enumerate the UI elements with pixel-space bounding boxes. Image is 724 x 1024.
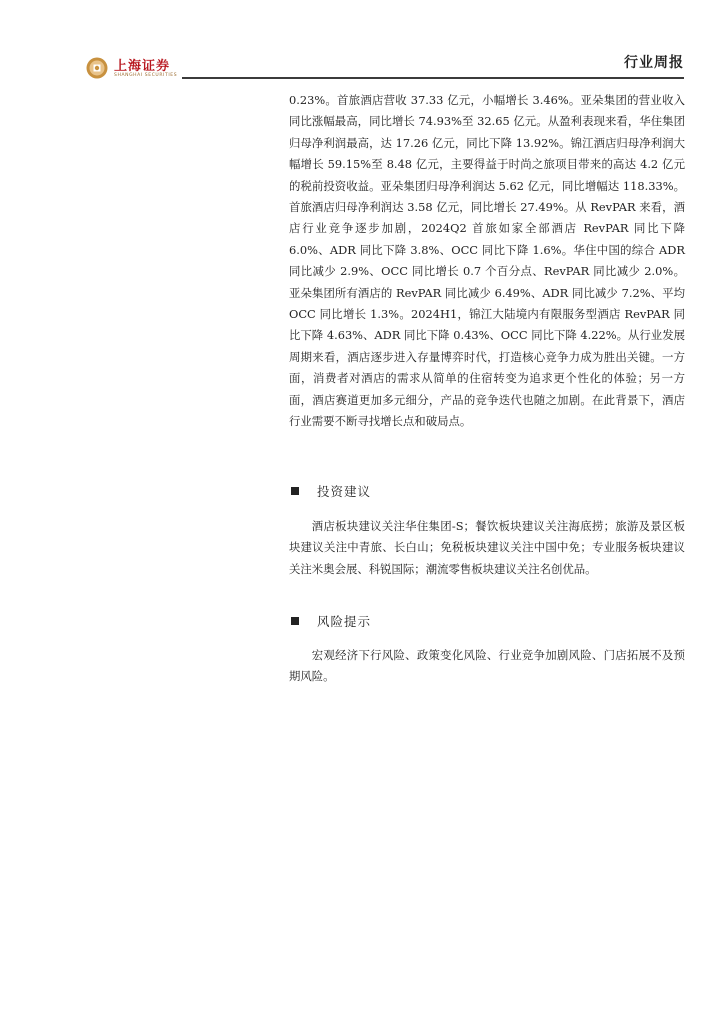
risk-section-header — [289, 612, 685, 632]
company-logo — [86, 54, 196, 82]
risk-section — [289, 612, 685, 688]
investment-section-text: 酒店板块建议关注华住集团-S；餐饮板块建议关注海底捞；旅游及景区板块建议关注中青旅、长白山；免税板块建议关注中国中免；专业服务板块建议关注米奥会展、科锐国际；潮流零售板块建议关注名创优品。 — [289, 519, 685, 576]
risk-section-title: 风险提示 — [317, 614, 372, 629]
header-divider — [182, 77, 684, 79]
logo-text: 上海证券 — [114, 59, 171, 74]
company-logo-icon — [86, 57, 108, 79]
investment-section — [289, 482, 685, 580]
risk-section-text: 宏观经济下行风险、政策变化风险、行业竞争加剧风险、门店拓展不及预期风险。 — [289, 648, 685, 684]
report-type-label: 行业周报 — [624, 55, 684, 71]
square-bullet-icon — [291, 617, 299, 625]
investment-section-header — [289, 482, 685, 502]
logo-subtext: SHANGHAI SECURITIES — [114, 73, 178, 78]
investment-section-title: 投资建议 — [317, 484, 372, 499]
body-paragraph: 0.23%。首旅酒店营收 37.33 亿元，小幅增长 3.46%。亚朵集团的营业收入同比涨幅最高，同比增长 74.93%至 32.65 亿元。从盈利表现来看，华住集团归母净利润最高，达 17.26 亿元，同比下降 13.92%。锦江酒店归母净利润大幅增长 59.15%至 8.48 亿元，主要得益于时尚之旅项目带来的高达 4.2 亿元的税前投资收益。亚朵集团归母净利润达 5.62 亿元，同比增幅达 118.33%。首旅酒店归母净利润达 3.58 亿元，同比增长 27.49%。从 RevPAR 来看，酒店行业竞争逐步加剧，2024Q2 首旅如家全部酒店 RevPAR 同比下降 6.0%、ADR 同比下降 3.8%、OCC 同比下降 1.6%。华住中国的综合 ADR 同比减少 2.9%、OCC 同比增长 0.7 个百分点、RevPAR 同比减少 2.0%。亚朵集团所有酒店的 RevPAR 同比减少 6.49%、ADR 同比减少 7.2%、平均 OCC 同比增长 1.3%。2024H1，锦江大陆境内有限服务型酒店 RevPAR 同比下降 4.63%、ADR 同比下降 0.43%、OCC 同比下降 4.22%。从行业发展周期来看，酒店逐步进入存量博弈时代，打造核心竞争力成为胜出关键。一方面，消费者对酒店的需求从简单的住宿转变为追求更个性化的体验；另一方面，酒店赛道更加多元细分，产品的竞争迭代也随之加剧。在此背景下，酒店行业需要不断寻找增长点和破局点。 — [289, 93, 685, 429]
square-bullet-icon — [291, 487, 299, 495]
page-header — [86, 50, 684, 82]
